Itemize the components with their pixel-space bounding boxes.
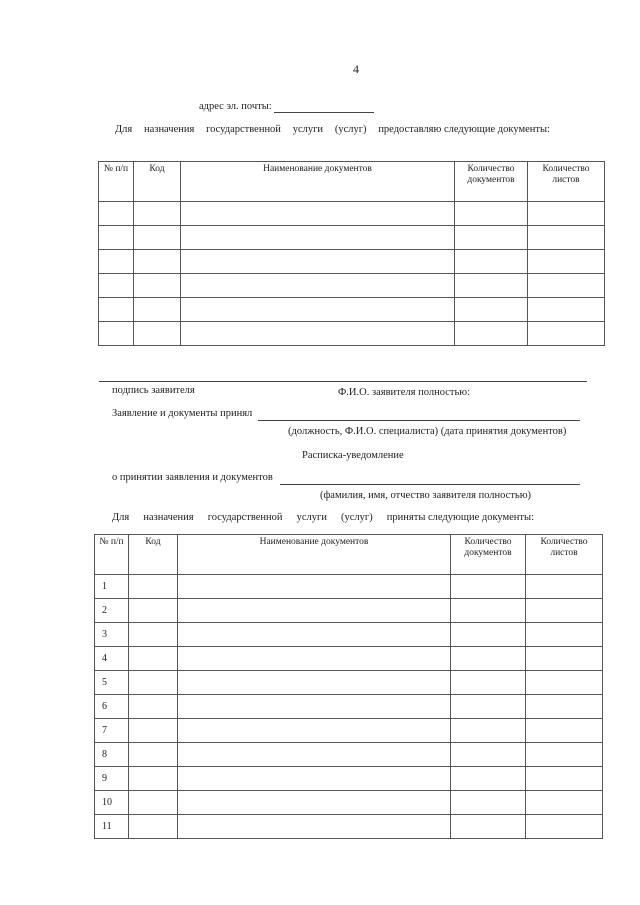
cell-code[interactable]: [134, 202, 181, 226]
cell-code[interactable]: [129, 767, 178, 791]
cell-name[interactable]: [181, 274, 455, 298]
cell-sheets-count[interactable]: [526, 815, 603, 839]
intro-word: назначения: [143, 512, 194, 523]
table-row: [95, 743, 603, 767]
cell-docs-count[interactable]: [451, 575, 526, 599]
cell-num: [99, 202, 134, 226]
cell-code[interactable]: [129, 575, 178, 599]
cell-sheets-count[interactable]: [526, 671, 603, 695]
documents-table-1: [98, 161, 605, 346]
header-code: Код: [129, 535, 178, 575]
intro-word: назначения: [144, 124, 195, 135]
cell-sheets-count[interactable]: [528, 226, 605, 250]
cell-num: [99, 226, 134, 250]
table-row: [95, 647, 603, 671]
cell-docs-count[interactable]: [455, 322, 528, 346]
receipt-field[interactable]: [280, 484, 580, 485]
cell-docs-count[interactable]: [451, 623, 526, 647]
cell-name[interactable]: [181, 226, 455, 250]
cell-sheets-count[interactable]: [528, 322, 605, 346]
cell-code[interactable]: [129, 743, 178, 767]
intro-word: Для: [112, 512, 130, 523]
cell-name[interactable]: [181, 322, 455, 346]
cell-code[interactable]: [134, 322, 181, 346]
cell-sheets-count[interactable]: [526, 623, 603, 647]
receipt-label: о принятии заявления и документов: [112, 472, 273, 483]
intro-word: приняты следующие документы:: [386, 512, 534, 523]
cell-docs-count[interactable]: [451, 719, 526, 743]
cell-name[interactable]: [178, 623, 451, 647]
cell-num: 8: [95, 743, 129, 767]
intro-word: предоставляю следующие документы:: [378, 124, 550, 135]
cell-docs-count[interactable]: [451, 671, 526, 695]
intro-word: услуги: [292, 124, 324, 135]
header-name: Наименование документов: [181, 162, 455, 202]
table-row: [99, 202, 605, 226]
header-docs-count: Количество документов: [451, 535, 526, 575]
cell-sheets-count[interactable]: [528, 298, 605, 322]
cell-docs-count[interactable]: [451, 791, 526, 815]
header-docs-count: Количество документов: [455, 162, 528, 202]
intro-word: (услуг): [334, 124, 367, 135]
cell-code[interactable]: [129, 647, 178, 671]
page-number: 4: [353, 62, 359, 76]
cell-num: 6: [95, 695, 129, 719]
cell-num: 10: [95, 791, 129, 815]
cell-sheets-count[interactable]: [528, 202, 605, 226]
table-row: [95, 767, 603, 791]
cell-docs-count[interactable]: [451, 599, 526, 623]
table-row: [99, 298, 605, 322]
table-row: [95, 695, 603, 719]
table-row: [99, 226, 605, 250]
cell-code[interactable]: [134, 226, 181, 250]
intro-word: (услуг): [341, 512, 373, 523]
cell-name[interactable]: [178, 767, 451, 791]
cell-num: [99, 298, 134, 322]
cell-num: 7: [95, 719, 129, 743]
table-row: [95, 791, 603, 815]
table-row: [95, 623, 603, 647]
accepted-label: Заявление и документы принял: [112, 408, 253, 419]
cell-code[interactable]: [129, 623, 178, 647]
cell-sheets-count[interactable]: [526, 767, 603, 791]
cell-name[interactable]: [181, 202, 455, 226]
cell-docs-count[interactable]: [455, 202, 528, 226]
cell-docs-count[interactable]: [455, 250, 528, 274]
cell-sheets-count[interactable]: [526, 791, 603, 815]
cell-num: 5: [95, 671, 129, 695]
signature-line[interactable]: [99, 381, 587, 382]
cell-docs-count[interactable]: [451, 815, 526, 839]
cell-num: [99, 274, 134, 298]
cell-num: 11: [95, 815, 129, 839]
cell-num: 2: [95, 599, 129, 623]
cell-docs-count[interactable]: [455, 226, 528, 250]
cell-name[interactable]: [178, 815, 451, 839]
intro-word: Для: [115, 124, 133, 135]
intro-text-1: [115, 124, 550, 135]
cell-docs-count[interactable]: [451, 647, 526, 671]
intro-text-2: [112, 512, 534, 523]
header-sheets-count: Количество листов: [526, 535, 603, 575]
cell-code[interactable]: [134, 274, 181, 298]
header-num: № п/п: [99, 162, 134, 202]
cell-code[interactable]: [129, 815, 178, 839]
table-row: [99, 274, 605, 298]
cell-name[interactable]: [178, 575, 451, 599]
cell-name[interactable]: [181, 298, 455, 322]
cell-num: 1: [95, 575, 129, 599]
cell-name[interactable]: [178, 671, 451, 695]
cell-num: 9: [95, 767, 129, 791]
cell-docs-count[interactable]: [451, 767, 526, 791]
table-row: [95, 575, 603, 599]
cell-code[interactable]: [129, 671, 178, 695]
cell-sheets-count[interactable]: [528, 274, 605, 298]
cell-code[interactable]: [129, 719, 178, 743]
fio-label: Ф.И.О. заявителя полностью:: [338, 387, 471, 398]
cell-code[interactable]: [129, 791, 178, 815]
table-row: [99, 322, 605, 346]
email-field[interactable]: [274, 112, 374, 113]
cell-docs-count[interactable]: [455, 274, 528, 298]
cell-name[interactable]: [178, 647, 451, 671]
intro-word: услуги: [296, 512, 327, 523]
cell-name[interactable]: [178, 695, 451, 719]
cell-sheets-count[interactable]: [526, 719, 603, 743]
cell-sheets-count[interactable]: [526, 599, 603, 623]
cell-sheets-count[interactable]: [526, 695, 603, 719]
cell-code[interactable]: [134, 250, 181, 274]
cell-code[interactable]: [129, 695, 178, 719]
email-label: адрес эл. почты:: [199, 101, 272, 112]
cell-docs-count[interactable]: [451, 743, 526, 767]
cell-code[interactable]: [129, 599, 178, 623]
table-row: [95, 815, 603, 839]
cell-num: 4: [95, 647, 129, 671]
header-num: № п/п: [95, 535, 129, 575]
cell-name[interactable]: [178, 743, 451, 767]
cell-sheets-count[interactable]: [526, 575, 603, 599]
cell-sheets-count[interactable]: [528, 250, 605, 274]
cell-code[interactable]: [134, 298, 181, 322]
cell-docs-count[interactable]: [455, 298, 528, 322]
cell-num: [99, 322, 134, 346]
cell-name[interactable]: [178, 599, 451, 623]
intro-word: государственной: [207, 512, 283, 523]
table-row: [95, 599, 603, 623]
header-sheets-count: Количество листов: [528, 162, 605, 202]
intro-word: государственной: [206, 124, 281, 135]
header-code: Код: [134, 162, 181, 202]
cell-docs-count[interactable]: [451, 695, 526, 719]
cell-name[interactable]: [181, 250, 455, 274]
documents-table-2: [94, 534, 603, 839]
header-name: Наименование документов: [178, 535, 451, 575]
cell-name[interactable]: [178, 791, 451, 815]
cell-num: 3: [95, 623, 129, 647]
accepted-field[interactable]: [258, 420, 580, 421]
signature-label: подпись заявителя: [112, 385, 195, 396]
receipt-hint: (фамилия, имя, отчество заявителя полностью): [320, 490, 532, 501]
receipt-title: Расписка-уведомление: [302, 450, 404, 461]
cell-sheets-count[interactable]: [526, 647, 603, 671]
accepted-hint: (должность, Ф.И.О. специалиста) (дата принятия документов): [288, 426, 567, 437]
cell-name[interactable]: [178, 719, 451, 743]
table-row: [99, 250, 605, 274]
table-row: [95, 671, 603, 695]
cell-num: [99, 250, 134, 274]
table-row: [95, 719, 603, 743]
cell-sheets-count[interactable]: [526, 743, 603, 767]
